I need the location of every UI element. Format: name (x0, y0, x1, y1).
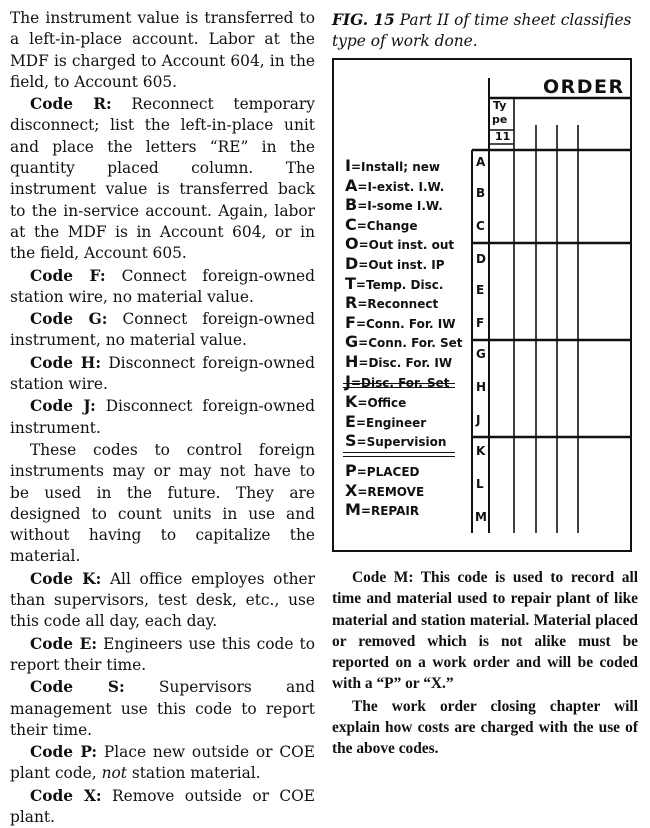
paragraph-code-r: Code R: Reconnect temporary disconnect; list the left-in-place unit and place the letters “RE” in the quantity placed column. The instrument value is transferred back to the in-service account. Again, labor at the MDF is in Account 604, or in the field, Account 605. (10, 95, 315, 263)
type-label-1: Ty (493, 99, 507, 112)
legend-item: I=Install; new (345, 156, 440, 175)
row-letter-h: H (476, 380, 487, 394)
type-label-2: pe (492, 113, 508, 126)
legend-item: G=Conn. For. Set (345, 332, 463, 352)
legend-plant-codes (345, 462, 424, 521)
paragraph-code-p: Code P: Place new outside or COE plant code, not station material. (10, 743, 315, 783)
paragraph-code-k: Code K: All office employes other than supervisors, test desk, etc., use this code all day, each day. (10, 569, 316, 631)
legend-item: P=PLACED (345, 461, 420, 480)
legend-item: B=I-some I.W. (345, 195, 443, 215)
legend-item: M=REPAIR (345, 500, 420, 520)
legend-item: T=Temp. Disc. (345, 273, 444, 293)
paragraph-code-m: Code M: This code is used to record all time and material used to repair plant of like material and station material. Material placed or removed which is not alike must be reported on a work order and will be coded with a “P” or “X.” (332, 569, 638, 693)
legend-item: H=Disc. For. IW (345, 351, 453, 371)
row-letter-e: E (476, 283, 485, 297)
row-letter-d: D (476, 252, 486, 266)
row-letter-c: C (476, 219, 485, 233)
paragraph-code-j: Code J: Disconnect foreign-owned instrument. (10, 397, 315, 437)
legend-item: R=Reconnect (345, 293, 439, 313)
legend-divider-2 (343, 452, 455, 457)
legend-item: J=Disc. For. Set (345, 371, 450, 391)
paragraph-code-e: Code E: Engineers use this code to report their time. (10, 634, 315, 674)
row-letter-a: A (476, 155, 486, 169)
order-header: ORDER (543, 76, 625, 98)
paragraph-code-s: Code S: Supervisors and management use this code to report their time. (10, 678, 315, 739)
row-letter-m: M (475, 510, 487, 524)
row-letter-k: K (476, 444, 486, 458)
legend-item: A=I-exist. I.W. (345, 175, 445, 195)
legend-item: X=REMOVE (345, 480, 425, 500)
figure-caption: FIG. 15 Part II of time sheet classifies type of work done. (332, 11, 632, 51)
row-letter-g: G (476, 347, 486, 361)
paragraph-code-h: Code H: Disconnect foreign-owned station wire. (10, 353, 315, 394)
legend-item: E=Engineer (345, 411, 427, 431)
row-letter-f: F (476, 316, 485, 330)
paragraph-intro: The instrument value is transferred to a left-in-place account. Labor at the MDF is charged to Account 604, in the field, to Account 605. (10, 9, 315, 91)
paragraph-code-f: Code F: Connect foreign-owned station wire, no material value. (10, 266, 315, 306)
legend-item: F=Conn. For. IW (345, 312, 456, 332)
legend-work-codes (345, 157, 462, 392)
row-letter-b: B (476, 186, 486, 200)
paragraph-code-g: Code G: Connect foreign-owned instrument, no material value. (10, 310, 315, 350)
legend-item: K=Office (345, 392, 407, 411)
legend-item: C=Change (345, 214, 418, 234)
row-letter-j: J (476, 413, 481, 427)
legend-staff-codes (345, 393, 446, 452)
legend-item: O=Out inst. out (345, 234, 455, 254)
paragraph-closing-note: The work order closing chapter will explain how costs are charged with the use of the above codes. (332, 697, 638, 758)
column-number: 11 (495, 130, 511, 143)
legend-item: S=Supervision (345, 431, 447, 451)
row-letter-l: L (476, 477, 484, 491)
paragraph-code-x: Code X: Remove outside or COE plant. (10, 786, 315, 826)
legend-divider-1 (343, 383, 455, 388)
paragraph-foreign-note: These codes to control foreign instruments may or may not have to be used in the future. They are designed to count units in use and without having to capitalize the material. (10, 440, 315, 566)
right-text-column (332, 567, 638, 760)
legend-item: D=Out inst. IP (345, 253, 445, 273)
